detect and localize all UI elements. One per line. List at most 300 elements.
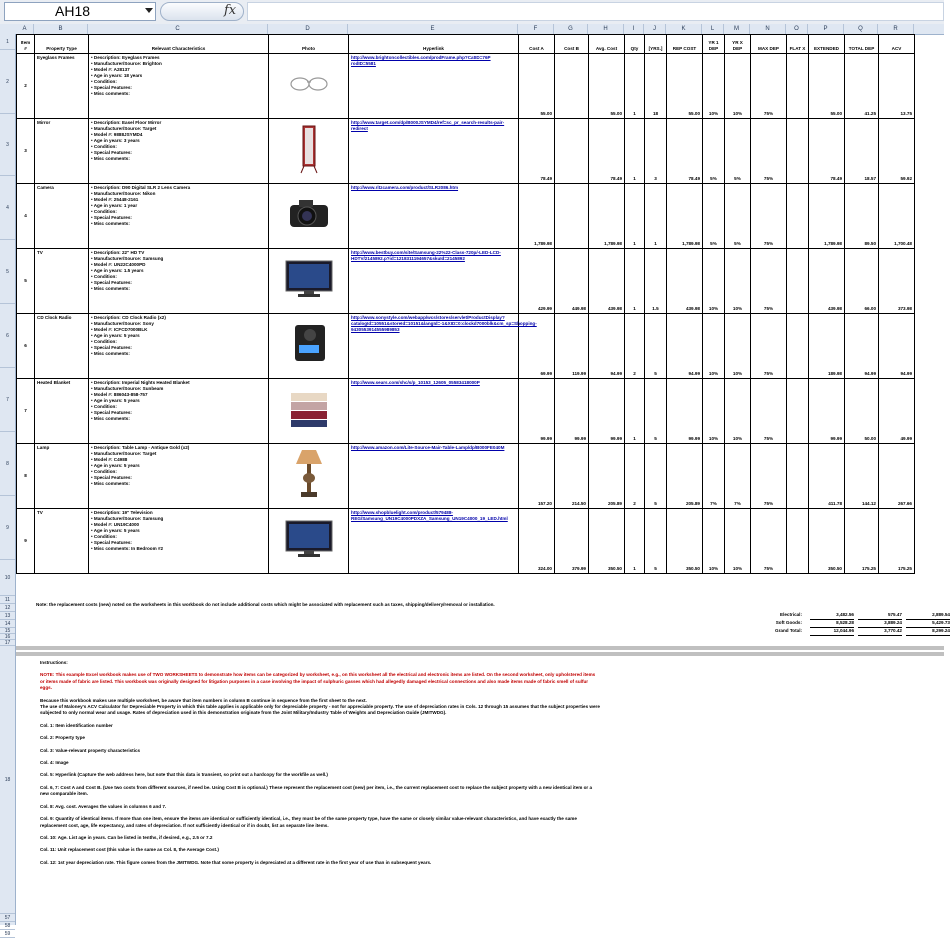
column-header-p[interactable]: P xyxy=(808,24,844,34)
cell-qty[interactable]: 1 xyxy=(625,249,645,314)
totals-extended[interactable]: 8,528.28 xyxy=(810,620,854,628)
characteristic-line: • Misc comments: xyxy=(91,156,130,161)
cell-cost-b[interactable]: 449.98 xyxy=(555,249,589,314)
cell-yrs[interactable]: 18 xyxy=(645,54,667,119)
characteristic-line: • Age in years: 5 years xyxy=(91,528,140,533)
characteristic-line: • Condition: xyxy=(91,209,117,214)
characteristics-cell[interactable] xyxy=(89,54,269,119)
camera-icon xyxy=(271,185,346,243)
header-item[interactable]: Item # xyxy=(17,35,35,54)
cell-flat[interactable] xyxy=(787,444,809,509)
cell-acv[interactable]: 13.75 xyxy=(879,54,915,119)
instructions-col6: Col. 6, 7: Cost A and Cost B. (Use two costs from different sources, if need be. Using Cost B is optional.) These represent the replacement cost (new) per item, i.e., the current replacement cost to replace the subject property with a new identical item or a new comparable item. xyxy=(40,784,593,797)
column-header-c[interactable]: C xyxy=(88,24,268,34)
item-number-cell[interactable]: 8 xyxy=(17,444,35,509)
totals-block xyxy=(724,612,950,636)
hyperlink-cell[interactable] xyxy=(349,184,519,249)
characteristic-line: • Model #: C4988 xyxy=(91,457,128,462)
cell-ext[interactable]: 350.50 xyxy=(809,509,845,574)
characteristic-line: • Description: 22" HD TV xyxy=(91,250,145,255)
cell-cost-a[interactable]: 429.99 xyxy=(519,249,555,314)
cell-tdep[interactable]: 18.57 xyxy=(845,119,879,184)
cell-cost-b[interactable] xyxy=(555,184,589,249)
cell-acv[interactable]: 94.99 xyxy=(879,314,915,379)
row-header[interactable]: 10 xyxy=(0,560,15,596)
instructions-col9: Col. 9: Quantity of identical items. If more than one item, ensure the items are identical or sufficiently identical, i.e., they must be of the same property type, have the same or closely similar value-relevant characteristics, and have exactly the same replacement cost, age, life expectancy, and rates of depreciation. If not sufficiently identical or if in doubt, list as separate line items. xyxy=(40,816,577,828)
hyperlink-cell[interactable] xyxy=(349,54,519,119)
characteristics-cell[interactable] xyxy=(89,444,269,509)
item-number-cell[interactable]: 5 xyxy=(17,249,35,314)
property-type-cell[interactable]: Heated Blanket xyxy=(35,379,89,444)
cell-cost-b[interactable]: 214.50 xyxy=(555,444,589,509)
cell-yrs[interactable]: 1 xyxy=(645,184,667,249)
cell-yr2[interactable]: 7% xyxy=(725,444,751,509)
table-row xyxy=(17,444,915,509)
property-type-cell[interactable]: Eyeglass Frames xyxy=(35,54,89,119)
item-number-cell[interactable]: 6 xyxy=(17,314,35,379)
row-header[interactable]: 9 xyxy=(0,496,15,560)
chevron-down-icon[interactable] xyxy=(145,8,153,13)
instructions-col12: Col. 12: 1st year depreciation rate. This figure comes from the JMITWDG. Note that some property is depreciated at a different rate in the first year of use than in subsequent years. xyxy=(40,859,432,865)
characteristic-line: • Manufacturer/Source: Sony xyxy=(91,321,154,326)
cell-yr2[interactable]: 5% xyxy=(725,184,751,249)
cell-tdep[interactable]: 144.12 xyxy=(845,444,879,509)
instructions-red-note: NOTE: This example Excel workbook makes use of TWO WORKSHEETS to demonstrate how items can be categorized by worksheet, e.g., on this worksheet all the electrical and electronic items are listed. On the second worksheet, only upholstered items or items made of fabric are listed. This workbook was originally designed for litigation purposes in a case involving the impact of sulphuric gasses which had allegedly damaged electrical connections and also made items made of fabric smell of sulfur eggs. xyxy=(40,672,596,691)
property-type-cell[interactable]: Mirror xyxy=(35,119,89,184)
cell-yrs[interactable]: 3 xyxy=(645,119,667,184)
column-header-o[interactable]: O xyxy=(786,24,808,34)
column-header-e[interactable]: E xyxy=(348,24,518,34)
instructions-col2: Col. 2: Property type xyxy=(40,735,85,741)
hyperlink-cell[interactable] xyxy=(349,314,537,379)
characteristic-line: • Description: Table Lamp - Antique Gold (x2) xyxy=(91,445,190,450)
cell-flat[interactable] xyxy=(787,249,809,314)
characteristic-line: • Condition: xyxy=(91,404,117,409)
cell-qty[interactable]: 2 xyxy=(625,444,645,509)
characteristic-line: • Condition: xyxy=(91,79,117,84)
characteristic-line: • Special Features: xyxy=(91,345,132,350)
characteristic-line: • Misc comments: xyxy=(91,91,130,96)
column-header-f[interactable]: F xyxy=(518,24,554,34)
cell-max[interactable]: 75% xyxy=(751,379,787,444)
cell-avg[interactable]: 55.00 xyxy=(589,54,625,119)
header-max[interactable]: MAX DEP xyxy=(751,35,787,54)
row-header[interactable]: 6 xyxy=(0,304,15,368)
clock-radio-icon xyxy=(271,315,346,373)
cell-cost-a[interactable]: 69.99 xyxy=(519,314,555,379)
cell-tdep[interactable]: 175.25 xyxy=(845,509,879,574)
totals-acv[interactable]: 2,889.54 xyxy=(906,612,950,620)
cell-qty[interactable]: 1 xyxy=(625,379,645,444)
cell-ext[interactable]: 189.98 xyxy=(809,314,845,379)
mirror-icon xyxy=(271,120,346,178)
column-header-l[interactable]: L xyxy=(702,24,724,34)
characteristics-cell[interactable] xyxy=(89,314,269,379)
hyperlink-cell[interactable] xyxy=(349,249,519,314)
characteristic-line: • Model #: ICFCD7000BLK xyxy=(91,327,148,332)
column-header-i[interactable]: I xyxy=(624,24,644,34)
hyperlink[interactable]: http://www.ritzcamera.com/product/SLR2086.htm xyxy=(351,185,459,190)
header-cost-a[interactable]: Cost A xyxy=(519,35,555,54)
hyperlink[interactable]: http://www.bestbuy.com/site/Samsung-22%22-Class-720p/-LED-LCD-HDTV/2145892.p?id=1218311194657&skuId=2145892 xyxy=(351,250,501,261)
table-row xyxy=(17,54,915,119)
cell-acv[interactable]: 49.99 xyxy=(879,379,915,444)
characteristic-line: • Special Features: xyxy=(91,280,132,285)
header-type[interactable]: Property Type xyxy=(35,35,89,54)
cell-qty[interactable]: 1 xyxy=(625,184,645,249)
cell-yr2[interactable]: 10% xyxy=(725,509,751,574)
row-header[interactable]: 7 xyxy=(0,368,15,432)
hyperlink[interactable]: http://www.amazon.com/Lite-Source-Mair-Table-Lamp/dp/B000FE040M xyxy=(351,445,505,450)
cell-flat[interactable] xyxy=(787,379,809,444)
characteristic-line: • Special Features: xyxy=(91,85,132,90)
table-row xyxy=(17,119,915,184)
totals-label[interactable]: Electrical: xyxy=(780,612,802,617)
cell-yr1[interactable]: 5% xyxy=(703,119,725,184)
header-yr2[interactable]: YR X DEP xyxy=(725,35,751,54)
totals-depreciation[interactable]: 3,889.24 xyxy=(858,620,902,628)
cell-yr1[interactable]: 10% xyxy=(703,249,725,314)
item-number-cell[interactable]: 7 xyxy=(17,379,35,444)
column-header-j[interactable]: J xyxy=(644,24,666,34)
header-acv[interactable]: ACV xyxy=(879,35,915,54)
characteristic-line: • Misc comments: xyxy=(91,221,130,226)
totals-acv[interactable]: 5,429.73 xyxy=(906,620,950,628)
cell-yr1[interactable]: 5% xyxy=(703,184,725,249)
column-header-b[interactable]: B xyxy=(34,24,88,34)
row-header[interactable]: 4 xyxy=(0,176,15,240)
cell-avg[interactable]: 99.99 xyxy=(589,379,625,444)
tv-icon xyxy=(271,510,346,568)
hyperlink[interactable]: http://www.sonystyle.com/webapp/wcs/stores/servlet/ProductDisplay?catalogId=10551&storeId=10151&langId=-1&XID=0:clockd7000blk&cm_sp=Shopping-9430553914555989853 xyxy=(351,315,537,332)
cell-max[interactable]: 75% xyxy=(751,119,787,184)
row-header[interactable]: 18 xyxy=(0,646,15,914)
characteristic-line: • Misc comments: In Bedroom #2 xyxy=(91,546,164,551)
formula-input[interactable] xyxy=(247,2,944,21)
cell-rep[interactable]: 205.89 xyxy=(667,444,703,509)
header-chars[interactable]: Relevant Characteristics xyxy=(89,35,269,54)
cell-rep[interactable]: 1,789.98 xyxy=(667,184,703,249)
hyperlink-cell[interactable] xyxy=(349,444,519,509)
cell-yr2[interactable]: 10% xyxy=(725,249,751,314)
cell-tdep[interactable]: 94.99 xyxy=(845,314,879,379)
characteristic-line: • Manufacturer/Source: Target xyxy=(91,126,157,131)
photo-cell[interactable] xyxy=(269,119,349,184)
cell-yrs[interactable]: 5 xyxy=(645,379,667,444)
cell-avg[interactable]: 350.50 xyxy=(589,509,625,574)
item-number-cell[interactable]: 2 xyxy=(17,54,35,119)
divider-bar xyxy=(16,646,944,650)
characteristic-line: • Description: D90 Digital SLR 2 Lens Camera xyxy=(91,185,191,190)
property-type-cell[interactable]: CD Clock Radio xyxy=(35,314,89,379)
cell-rep[interactable]: 350.50 xyxy=(667,509,703,574)
cell-rep[interactable]: 439.98 xyxy=(667,249,703,314)
header-qty[interactable]: Qty xyxy=(625,35,645,54)
characteristic-line: • Model #: 25448-2161 xyxy=(91,197,139,202)
totals-extended[interactable]: 3,482.56 xyxy=(810,612,854,620)
totals-depreciation[interactable]: 575.47 xyxy=(858,612,902,620)
characteristic-line: • Manufacturer/Source: Target xyxy=(91,451,157,456)
column-header-k[interactable]: K xyxy=(666,24,702,34)
header-avg[interactable]: Avg. Cost xyxy=(589,35,625,54)
characteristic-line: • Manufacturer/Source: Nikon xyxy=(91,191,156,196)
characteristic-line: • Manufacturer/Source: Sunbeam xyxy=(91,386,164,391)
cell-max[interactable]: 75% xyxy=(751,444,787,509)
characteristics-cell[interactable] xyxy=(89,184,269,249)
cell-avg[interactable]: 94.99 xyxy=(589,314,625,379)
cell-yr2[interactable]: 10% xyxy=(725,54,751,119)
hyperlink-cell[interactable] xyxy=(349,379,519,444)
cell-yr1[interactable]: 10% xyxy=(703,54,725,119)
characteristic-line: • Model #: UN22C4000PD xyxy=(91,262,146,267)
cell-tdep[interactable]: 41.25 xyxy=(845,54,879,119)
cell-avg[interactable]: 78.49 xyxy=(589,119,625,184)
characteristic-line: • Age in years: 5 years xyxy=(91,398,140,403)
cell-ext[interactable]: 1,789.98 xyxy=(809,184,845,249)
cell-avg[interactable]: 1,789.98 xyxy=(589,184,625,249)
cell-flat[interactable] xyxy=(787,314,809,379)
column-header-g[interactable]: G xyxy=(554,24,588,34)
instructions-col1: Col. 1: Item identification number xyxy=(40,722,113,728)
cell-yr1[interactable]: 7% xyxy=(703,444,725,509)
cell-rep[interactable]: 78.49 xyxy=(667,119,703,184)
characteristics-cell[interactable] xyxy=(89,379,269,444)
cell-yrs[interactable]: 5 xyxy=(645,444,667,509)
characteristic-line: • Model #: UN19C4000 xyxy=(91,522,140,527)
cell-cost-a[interactable]: 1,789.98 xyxy=(519,184,555,249)
row-header[interactable]: 1 xyxy=(0,34,15,50)
row-header[interactable]: 57 xyxy=(0,914,15,922)
column-header-q[interactable]: Q xyxy=(844,24,878,34)
table-row xyxy=(17,184,915,249)
cell-cost-b[interactable]: 379.99 xyxy=(555,509,589,574)
cell-yr1[interactable]: 10% xyxy=(703,314,725,379)
instructions-col10: Col. 10: Age. List age in years. Can be listed in tenths, if desired, e.g., 2.5 or 7.2 xyxy=(40,834,213,840)
totals-row xyxy=(724,620,950,628)
cell-cost-a[interactable]: 157.20 xyxy=(519,444,555,509)
header-rep[interactable]: REP COST xyxy=(667,35,703,54)
cell-ext[interactable]: 78.49 xyxy=(809,119,845,184)
header-ext[interactable]: EXTENDED xyxy=(809,35,845,54)
cell-yr1[interactable]: 10% xyxy=(703,379,725,444)
row-header[interactable]: 12 xyxy=(0,604,15,612)
cell-ext[interactable]: 99.99 xyxy=(809,379,845,444)
characteristic-line: • Model #: 9888JSYMD4 xyxy=(91,132,143,137)
characteristic-line: • Age in years: 5 years xyxy=(91,463,140,468)
header-tdep[interactable]: TOTAL DEP xyxy=(845,35,879,54)
cell-acv[interactable]: 267.66 xyxy=(879,444,915,509)
totals-label[interactable]: Soft Goods: xyxy=(775,620,802,625)
cell-qty[interactable]: 1 xyxy=(625,54,645,119)
name-box[interactable]: AH18 xyxy=(4,2,156,21)
cell-ext[interactable]: 439.98 xyxy=(809,249,845,314)
characteristic-line: • Condition: xyxy=(91,534,117,539)
hyperlink[interactable]: http://www.target.com/dp/B000JSYMD4/ref=sc_pr_search-results-pair-redirect xyxy=(351,120,505,131)
cell-acv[interactable]: 59.92 xyxy=(879,119,915,184)
instructions-col11: Col. 11: Unit replacement cost (this value is the same as Col. 8, the Average Cost.) xyxy=(40,847,219,853)
cell-yrs[interactable]: 1.5 xyxy=(645,249,667,314)
column-header-a[interactable]: A xyxy=(16,24,34,34)
row-header[interactable]: 58 xyxy=(0,922,15,930)
insert-function-icon[interactable]: fx xyxy=(224,3,237,18)
cell-flat[interactable] xyxy=(787,184,809,249)
characteristics-cell[interactable] xyxy=(89,509,269,574)
totals-row xyxy=(724,628,950,636)
instructions-p2: The use of Maloney's ACV Calculator for Depreciable Property in which this table applies is applicable only for depreciable property - not for appreciable property. The use of depreciation rates in Cols. 12 through 15 assumes that the subject properties were subjected to only normal wear and usage. Rates of depreciation used in this demonstration originate from the Joint Military/Industry Table of Weights and Depreciation Guide (JMITWDG). xyxy=(40,704,600,716)
property-type-cell[interactable]: Camera xyxy=(35,184,89,249)
cell-acv[interactable]: 175.25 xyxy=(879,509,915,574)
cell-acv[interactable]: 373.98 xyxy=(879,249,915,314)
cell-yr2[interactable]: 5% xyxy=(725,119,751,184)
cell-rep[interactable]: 55.00 xyxy=(667,54,703,119)
column-header-n[interactable]: N xyxy=(750,24,786,34)
hyperlink[interactable]: http://www.sears.com/shc/s/p_10153_12605_05583418000P xyxy=(351,380,480,385)
hyperlink[interactable]: http://www.brightoncollectibles.com/prodFrame.php?CatID=76P rodID=5581 xyxy=(351,55,491,66)
hyperlink[interactable]: http://www.shopbluelight.com/product/579488-REG/Samsung_UN19C4000PDXZA_Samsung_UN19C4000_19_LED.html xyxy=(351,510,508,521)
cell-cost-b[interactable] xyxy=(555,54,589,119)
header-photo[interactable]: Photo xyxy=(269,35,349,54)
cell-tdep[interactable]: 50.00 xyxy=(845,379,879,444)
cell-ext[interactable]: 411.78 xyxy=(809,444,845,509)
characteristic-line: • Misc comments: xyxy=(91,351,130,356)
photo-cell[interactable] xyxy=(269,379,349,444)
row-header[interactable]: 13 xyxy=(0,612,15,620)
property-type-cell[interactable]: Lamp xyxy=(35,444,89,509)
header-yrs[interactable]: [YRS.] xyxy=(645,35,667,54)
divider-bar xyxy=(16,652,944,656)
cell-tdep[interactable]: 89.50 xyxy=(845,184,879,249)
photo-cell[interactable] xyxy=(269,184,349,249)
row-header[interactable]: 15 xyxy=(0,628,15,634)
characteristic-line: • Condition: xyxy=(91,339,117,344)
cell-qty[interactable]: 1 xyxy=(625,509,645,574)
characteristic-line: • Misc comments: xyxy=(91,286,130,291)
spreadsheet-grid xyxy=(0,24,950,937)
cell-cost-b[interactable] xyxy=(555,119,589,184)
blanket-icon xyxy=(271,380,346,438)
table-row xyxy=(17,314,915,379)
row-header[interactable]: 8 xyxy=(0,432,15,496)
row-header[interactable]: 3 xyxy=(0,114,15,176)
characteristic-line: • Model #: A28137 xyxy=(91,67,130,72)
photo-cell[interactable] xyxy=(269,54,349,119)
row-headers xyxy=(0,34,16,937)
characteristic-line: • Description: Eyeglass Frames xyxy=(91,55,160,60)
header-cost-b[interactable]: Cost B xyxy=(555,35,589,54)
characteristic-line: • Manufacturer/Source: Samsung xyxy=(91,516,164,521)
cell-acv[interactable]: 1,700.48 xyxy=(879,184,915,249)
photo-cell[interactable] xyxy=(269,444,349,509)
header-flat[interactable]: FLAT X xyxy=(787,35,809,54)
cell-max[interactable]: 75% xyxy=(751,509,787,574)
row-header[interactable]: 14 xyxy=(0,620,15,628)
cell-cost-a[interactable]: 55.00 xyxy=(519,54,555,119)
property-type-cell[interactable]: TV xyxy=(35,249,89,314)
characteristic-line: • Manufacturer/Source: Samsung xyxy=(91,256,164,261)
cell-cost-b[interactable]: 119.99 xyxy=(555,314,589,379)
totals-row xyxy=(724,612,950,620)
cell-tdep[interactable]: 66.00 xyxy=(845,249,879,314)
row-header[interactable]: 16 xyxy=(0,634,15,640)
characteristic-line: • Special Features: xyxy=(91,150,132,155)
cell-rep[interactable]: 94.99 xyxy=(667,314,703,379)
characteristic-line: • Special Features: xyxy=(91,540,132,545)
header-yr1[interactable]: YR 1 DEP xyxy=(703,35,725,54)
property-type-cell[interactable]: TV xyxy=(35,509,89,574)
characteristics-cell[interactable] xyxy=(89,119,269,184)
row-header[interactable]: 11 xyxy=(0,596,15,604)
cell-cost-a[interactable]: 99.99 xyxy=(519,379,555,444)
photo-cell[interactable] xyxy=(269,509,349,574)
hyperlink-cell[interactable] xyxy=(349,509,519,574)
header-link[interactable]: Hyperlink xyxy=(349,35,519,54)
column-header-r[interactable]: R xyxy=(878,24,914,34)
cell-yr2[interactable]: 10% xyxy=(725,314,751,379)
row-header[interactable]: 2 xyxy=(0,50,15,114)
cell-yr2[interactable]: 10% xyxy=(725,379,751,444)
cell-max[interactable]: 75% xyxy=(751,184,787,249)
totals-label[interactable]: Grand Total: xyxy=(775,628,802,633)
row-header[interactable]: 5 xyxy=(0,240,15,304)
characteristic-line: • Age in years: 5 years xyxy=(91,333,140,338)
characteristic-line: • Description: Imperial Nights Heated Blanket xyxy=(91,380,190,385)
totals-acv[interactable]: 8,299.24 xyxy=(906,628,950,636)
item-number-cell[interactable]: 9 xyxy=(17,509,35,574)
totals-extended[interactable]: 12,044.96 xyxy=(810,628,854,636)
column-header-h[interactable]: H xyxy=(588,24,624,34)
cell-avg[interactable]: 205.89 xyxy=(589,444,625,509)
row-header[interactable]: 59 xyxy=(0,930,15,938)
photo-cell[interactable] xyxy=(269,249,349,314)
characteristics-cell[interactable] xyxy=(89,249,269,314)
photo-cell[interactable] xyxy=(269,314,349,379)
header-row xyxy=(17,35,915,54)
cell-max[interactable]: 75% xyxy=(751,314,787,379)
tv-icon xyxy=(271,250,346,308)
items-table xyxy=(16,34,915,574)
cell-qty[interactable]: 1 xyxy=(625,119,645,184)
cell-rep[interactable]: 99.99 xyxy=(667,379,703,444)
replacement-cost-note[interactable]: Note: the replacement costs (new) noted on the worksheets in this workbook do not include additional costs which might be associated with replacement such as taxes, shipping/delivery/removal or installation. xyxy=(36,602,495,607)
column-header-m[interactable]: M xyxy=(724,24,750,34)
totals-depreciation[interactable]: 3,770.42 xyxy=(858,628,902,636)
column-header-d[interactable]: D xyxy=(268,24,348,34)
cell-flat[interactable] xyxy=(787,54,809,119)
cell-qty[interactable]: 2 xyxy=(625,314,645,379)
cell-yr1[interactable]: 10% xyxy=(703,509,725,574)
cell-yrs[interactable]: 5 xyxy=(645,314,667,379)
cell-cost-b[interactable]: 99.99 xyxy=(555,379,589,444)
cell-ext[interactable]: 55.00 xyxy=(809,54,845,119)
cell-cost-a[interactable]: 78.49 xyxy=(519,119,555,184)
hyperlink-cell[interactable] xyxy=(349,119,519,184)
cell-max[interactable]: 75% xyxy=(751,249,787,314)
instructions-p1: Because this workbook makes use multiple worksheet, be aware that item numbers in column B continue in sequence from the first sheet to the next. xyxy=(40,697,367,703)
cell-max[interactable]: 75% xyxy=(751,54,787,119)
cell-avg[interactable]: 439.98 xyxy=(589,249,625,314)
cell-cost-a[interactable]: 324.00 xyxy=(519,509,555,574)
worksheet xyxy=(16,34,950,925)
item-number-cell[interactable]: 4 xyxy=(17,184,35,249)
cell-yrs[interactable]: 5 xyxy=(645,509,667,574)
cell-flat[interactable] xyxy=(787,509,809,574)
glasses-icon xyxy=(271,55,346,113)
cell-flat[interactable] xyxy=(787,119,809,184)
table-row xyxy=(17,249,915,314)
row-header[interactable]: 17 xyxy=(0,640,15,646)
instructions[interactable] xyxy=(40,660,600,872)
item-number-cell[interactable]: 3 xyxy=(17,119,35,184)
